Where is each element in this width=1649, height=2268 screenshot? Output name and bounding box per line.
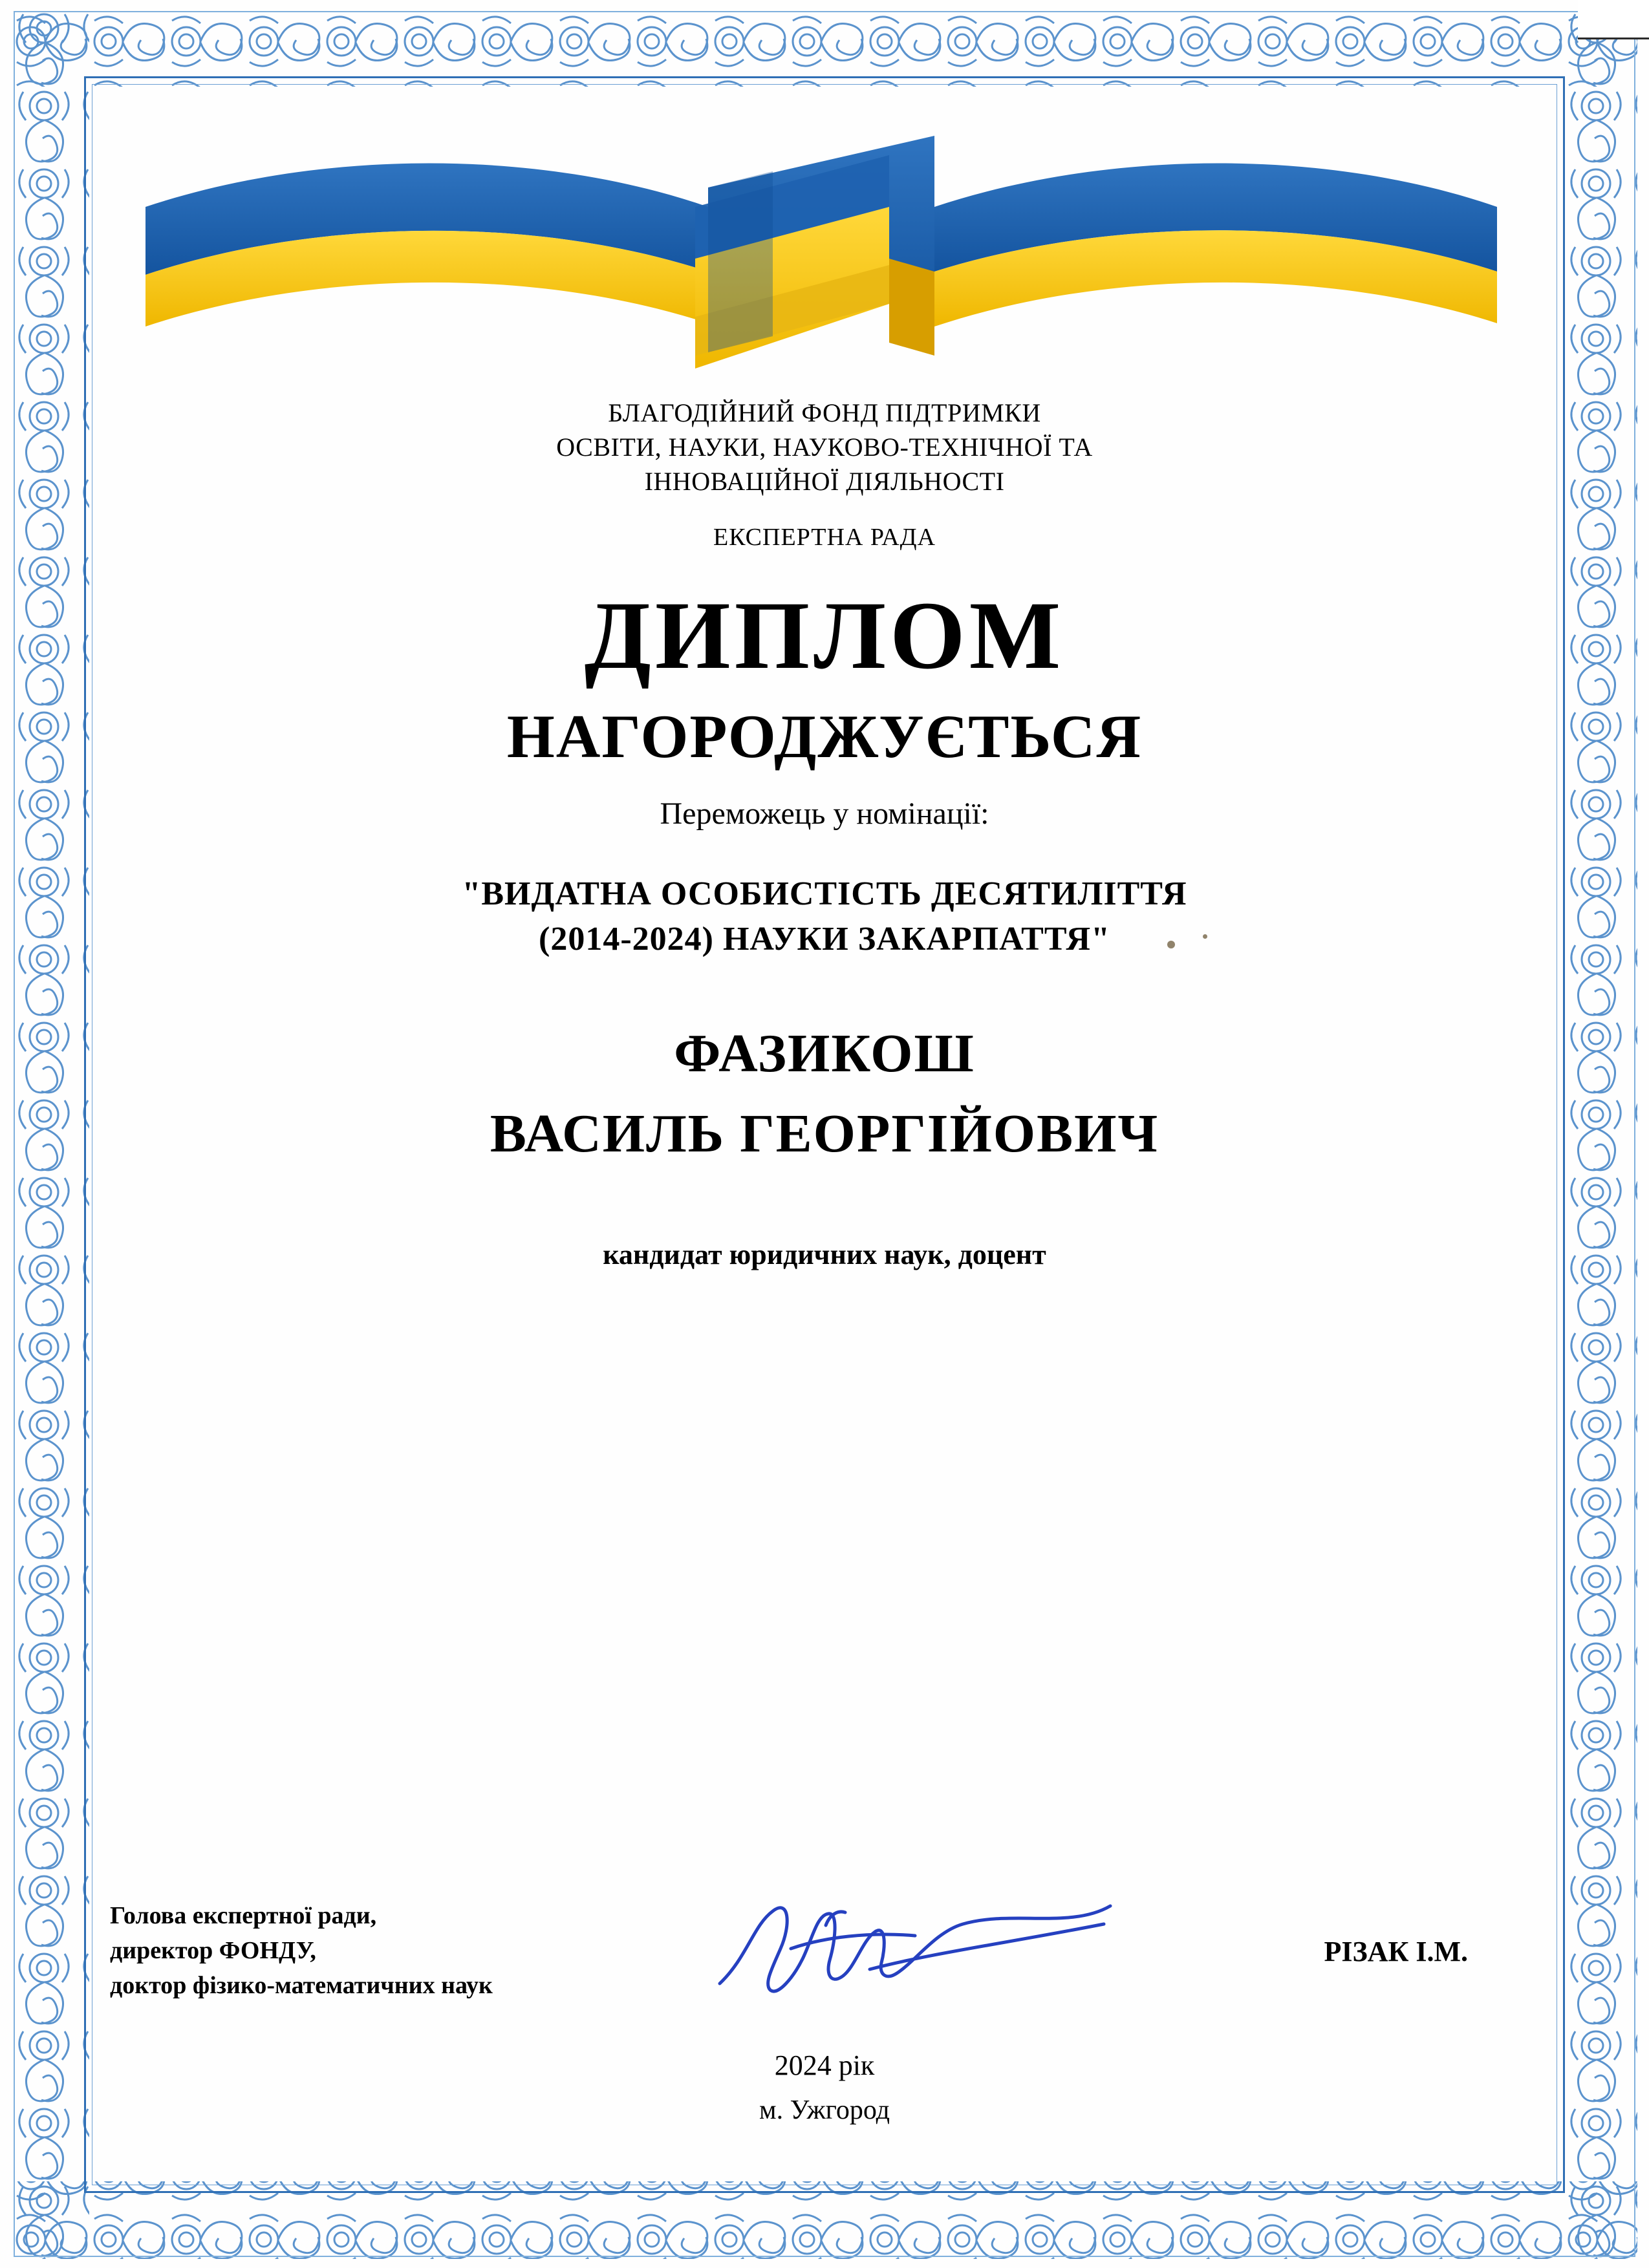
nomination-line-1: "ВИДАТНА ОСОБИСТІСТЬ ДЕСЯТИЛІТТЯ	[462, 875, 1187, 913]
scan-speck	[1167, 941, 1175, 948]
scan-artifact-corner	[1578, 0, 1649, 39]
laureate-given-name: ВАСИЛЬ ГЕОРГІЙОВИЧ	[490, 1103, 1159, 1164]
organization-line-2: ОСВІТИ, НАУКИ, НАУКОВО-ТЕХНІЧНОЇ ТА	[556, 433, 1093, 462]
awarded-title: НАГОРОДЖУЄТЬСЯ	[506, 702, 1143, 771]
footer-city: м. Ужгород	[759, 2095, 890, 2125]
expert-council-label: ЕКСПЕРТНА РАДА	[713, 523, 936, 551]
laureate-block	[490, 1022, 1159, 1165]
laureate-degree: кандидат юридичних наук, доцент	[603, 1238, 1046, 1270]
signer-name: РІЗАК І.М.	[1324, 1935, 1468, 1967]
nomination-line-2: (2014-2024) НАУКИ ЗАКАРПАТТЯ"	[539, 921, 1110, 958]
certificate-content	[97, 91, 1552, 2177]
nomination-title	[462, 872, 1187, 962]
organization-line-3: ІННОВАЦІЙНОЇ ДІЯЛЬНОСТІ	[644, 467, 1005, 497]
ukrainian-flag-ribbon-icon	[126, 110, 1516, 381]
signer-role-line-3: доктор фізико-математичних наук	[110, 1971, 493, 1999]
scan-speck	[1203, 934, 1207, 939]
signer-role-line-2: директор ФОНДУ,	[110, 1937, 316, 1965]
footer-year: 2024 рік	[774, 2049, 875, 2081]
page-title: ДИПЛОМ	[584, 582, 1065, 690]
signer-role-line-1: Голова експертної ради,	[110, 1902, 377, 1930]
laureate-surname: ФАЗИКОШ	[674, 1023, 975, 1084]
handwritten-signature-icon	[708, 1887, 1122, 2016]
nomination-lead-text: Переможець у номінації:	[660, 797, 989, 831]
organization-block	[556, 396, 1092, 553]
organization-line-1: БЛАГОДІЙНИЙ ФОНД ПІДТРИМКИ	[608, 398, 1041, 427]
signature-row	[110, 1887, 1539, 2016]
footer-block	[97, 2049, 1552, 2126]
signer-role	[110, 1899, 493, 2004]
